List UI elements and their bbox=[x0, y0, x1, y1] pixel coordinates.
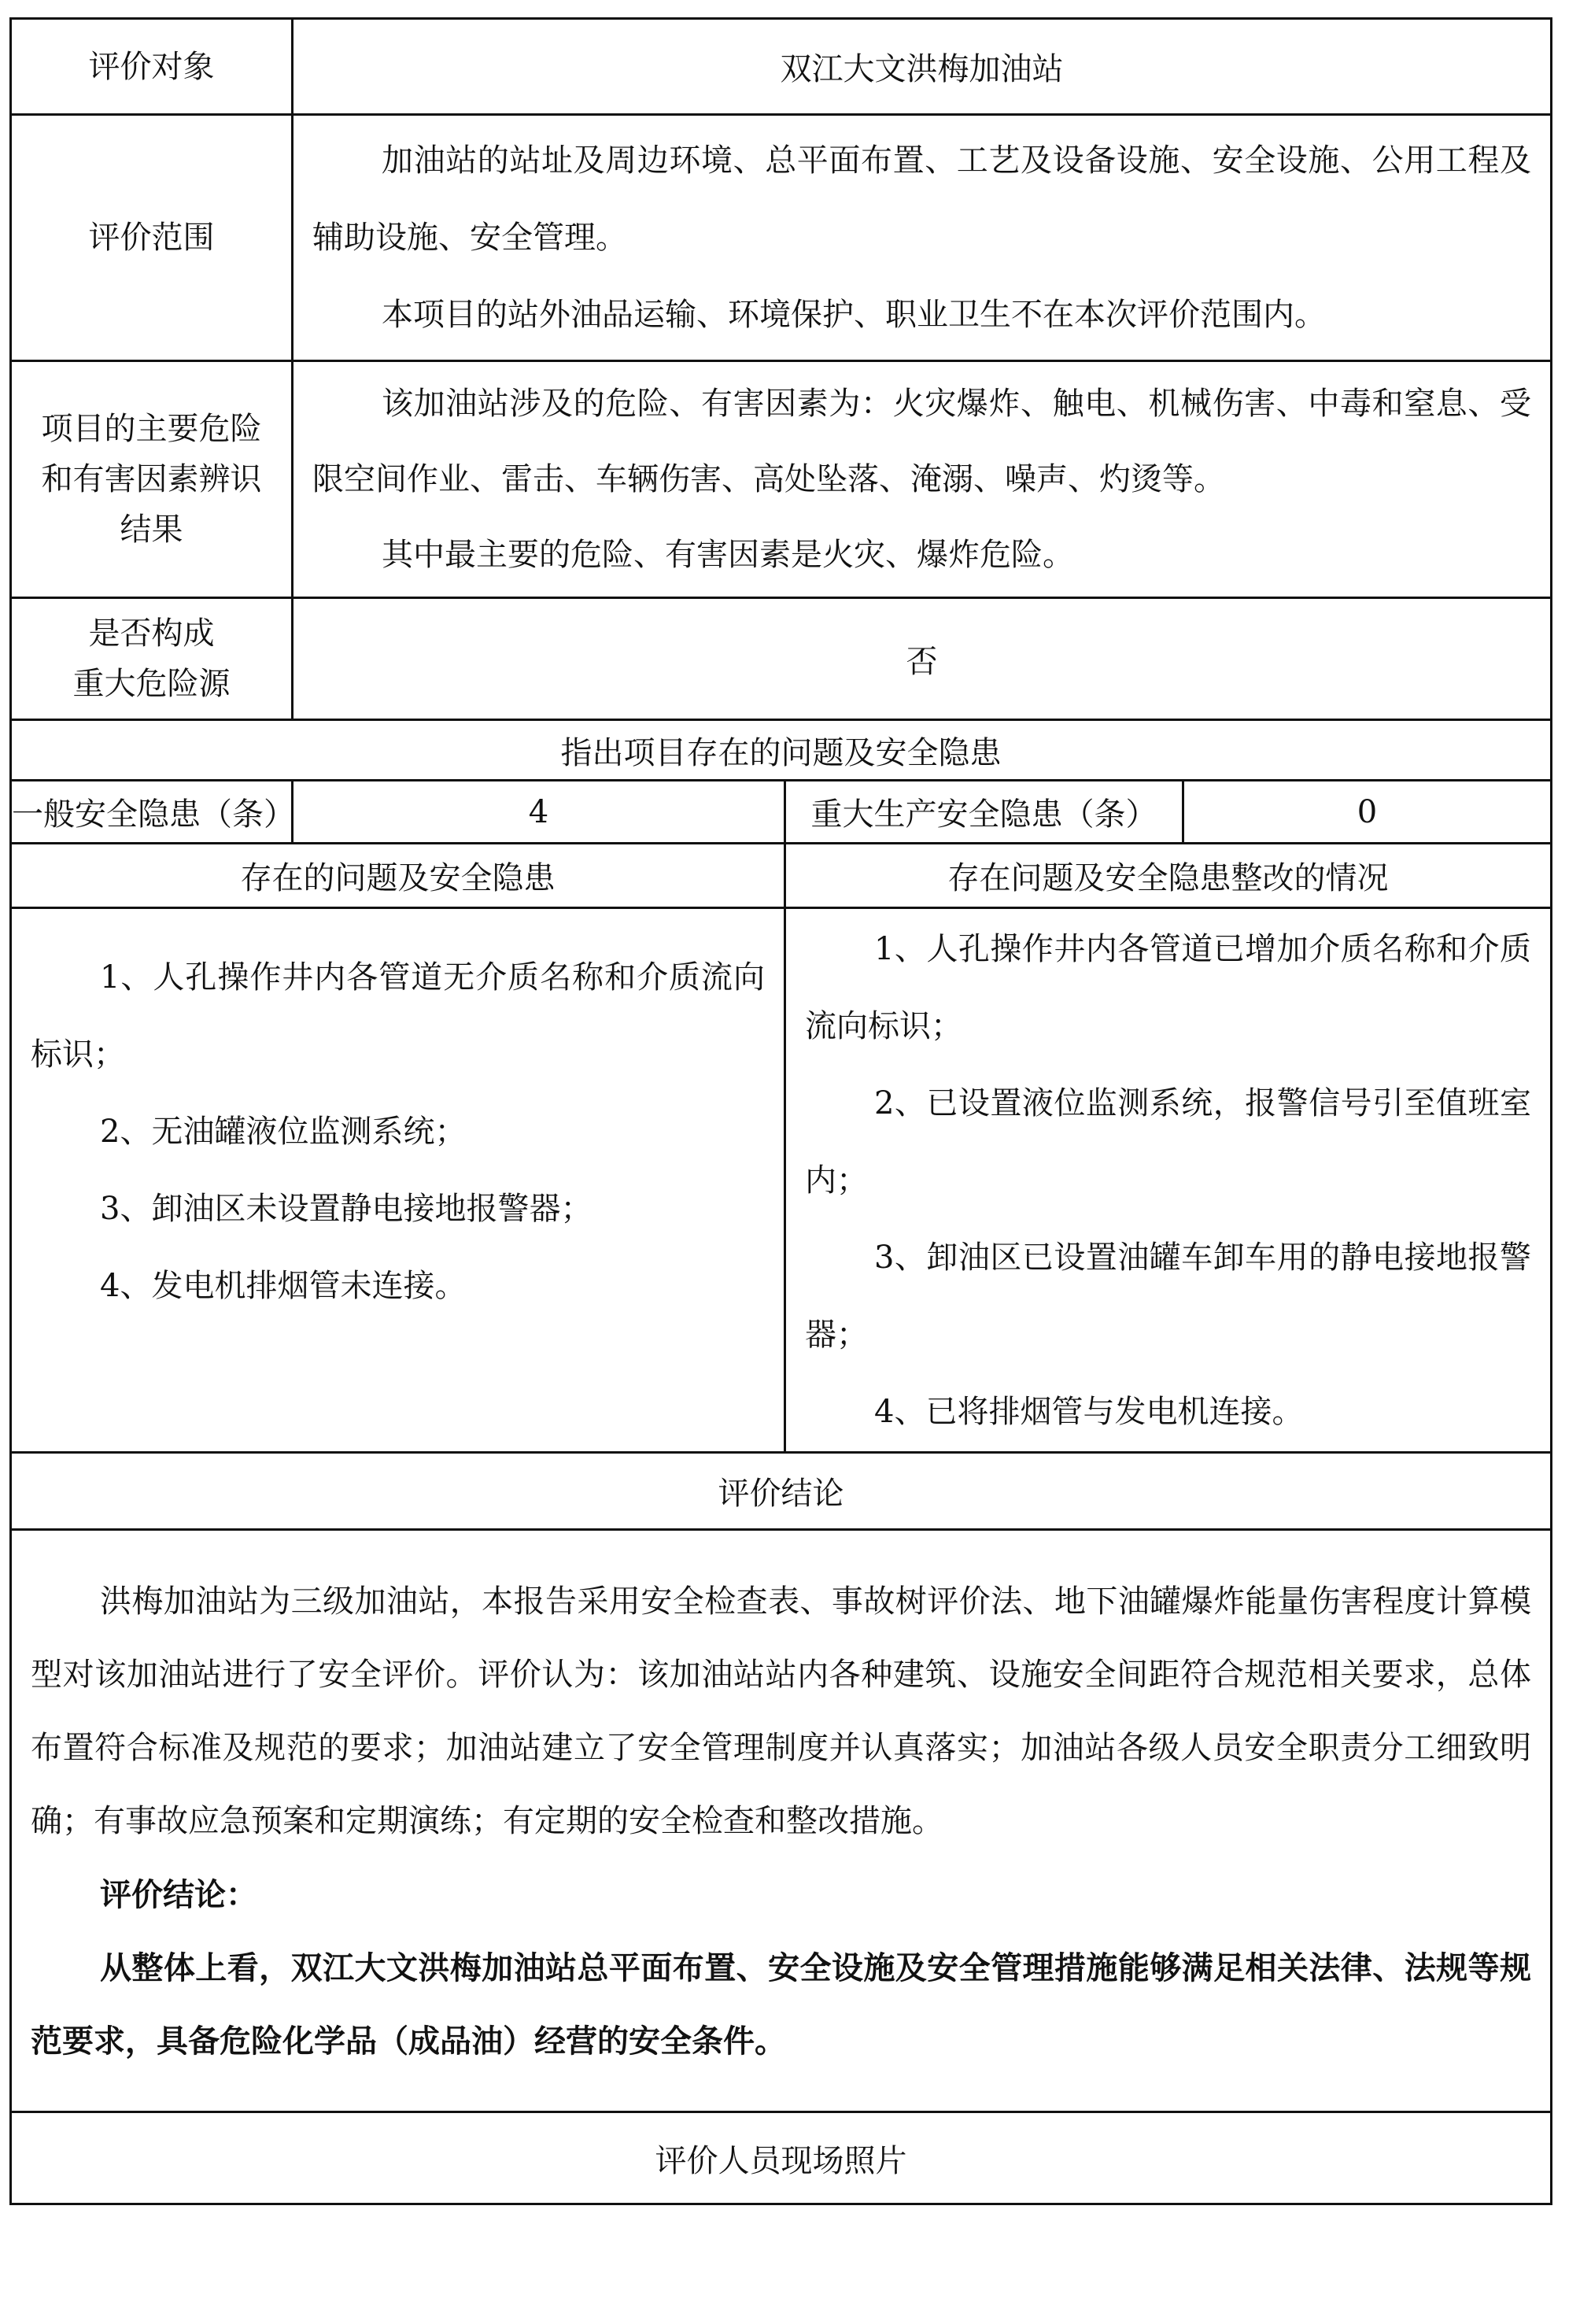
eval-scope-paragraph-1: 加油站的站址及周边环境、总平面布置、工艺及设备设施、安全设施、公用工程及辅助设施、安全管理。 bbox=[312, 142, 1531, 256]
row-eval-scope bbox=[11, 115, 1552, 361]
row-major-hazard bbox=[11, 598, 1552, 720]
rectification-item: 3、卸油区已设置油罐车卸车用的静电接地报警器； bbox=[805, 1240, 1531, 1353]
eval-scope-content bbox=[293, 115, 1552, 361]
issues-header: 指出项目存在的问题及安全隐患 bbox=[11, 720, 1552, 781]
major-hazard-label-line-1: 是否构成 bbox=[88, 615, 215, 652]
issue-item: 3、卸油区未设置静电接地报警器； bbox=[100, 1191, 592, 1227]
issue-item: 4、发电机排烟管未连接。 bbox=[100, 1268, 467, 1304]
eval-scope-paragraph-2: 本项目的站外油品运输、环境保护、职业卫生不在本次评价范围内。 bbox=[382, 297, 1326, 333]
row-eval-object bbox=[11, 19, 1552, 115]
hazards-label bbox=[11, 361, 293, 598]
rectification-col-header: 存在问题及安全隐患整改的情况 bbox=[785, 844, 1552, 908]
conclusion-sub-label: 评价结论： bbox=[100, 1876, 257, 1913]
photos-header: 评价人员现场照片 bbox=[11, 2112, 1552, 2204]
hazards-content bbox=[293, 361, 1552, 598]
conclusion-header: 评价结论 bbox=[11, 1453, 1552, 1530]
hazards-paragraph-2: 其中最主要的危险、有害因素是火灾、爆炸危险。 bbox=[382, 537, 1074, 573]
row-hazard-counts bbox=[11, 781, 1552, 844]
row-issues-col-headers bbox=[11, 844, 1552, 908]
issue-item: 1、人孔操作井内各管道无介质名称和介质流向标识； bbox=[31, 959, 765, 1073]
conclusion-content bbox=[11, 1530, 1552, 2112]
major-hazard-label-line-2: 重大危险源 bbox=[72, 666, 231, 702]
eval-object-value: 双江大文洪梅加油站 bbox=[293, 19, 1552, 115]
row-issues-header bbox=[11, 720, 1552, 781]
row-photos-header bbox=[11, 2112, 1552, 2204]
major-hazard-count: 0 bbox=[1183, 781, 1552, 844]
row-hazards bbox=[11, 361, 1552, 598]
conclusion-paragraph: 洪梅加油站为三级加油站，本报告采用安全检查表、事故树评价法、地下油罐爆炸能量伤害程度计算模型对该加油站进行了安全评价。评价认为：该加油站站内各种建筑、设施安全间距符合规范相关要求，总体布置符合标准及规范的要求；加油站建立了安全管理制度并认真落实；加油站各级人员安全职责分工细致明确；有事故应急预案和定期演练；有定期的安全检查和整改措施。 bbox=[31, 1583, 1531, 1839]
hazards-paragraph-1: 该加油站涉及的危险、有害因素为：火灾爆炸、触电、机械伤害、中毒和窒息、受限空间作业、雷击、车辆伤害、高处坠落、淹溺、噪声、灼烫等。 bbox=[312, 386, 1531, 497]
eval-object-label: 评价对象 bbox=[11, 19, 293, 115]
major-hazard-value: 否 bbox=[293, 598, 1552, 720]
issue-item: 2、无油罐液位监测系统； bbox=[100, 1114, 467, 1150]
major-hazard-count-label: 重大生产安全隐患（条） bbox=[785, 781, 1183, 844]
general-hazard-count: 4 bbox=[293, 781, 785, 844]
hazards-label-line-3: 结果 bbox=[120, 512, 183, 548]
major-hazard-label bbox=[11, 598, 293, 720]
rectification-item: 4、已将排烟管与发电机连接。 bbox=[874, 1394, 1304, 1430]
row-issues-content bbox=[11, 908, 1552, 1453]
rectifications-list bbox=[785, 908, 1552, 1453]
row-conclusion-header bbox=[11, 1453, 1552, 1530]
rectification-item: 2、已设置液位监测系统，报警信号引至值班室内； bbox=[805, 1085, 1531, 1199]
issues-list bbox=[11, 908, 785, 1453]
eval-scope-label: 评价范围 bbox=[11, 115, 293, 361]
row-conclusion bbox=[11, 1530, 1552, 2112]
hazards-label-line-1: 项目的主要危险 bbox=[41, 411, 262, 447]
rectification-item: 1、人孔操作井内各管道已增加介质名称和介质流向标识； bbox=[805, 931, 1531, 1044]
evaluation-summary-table bbox=[9, 17, 1550, 2205]
conclusion-final: 从整体上看，双江大文洪梅加油站总平面布置、安全设施及安全管理措施能够满足相关法律、法规等规范要求，具备危险化学品（成品油）经营的安全条件。 bbox=[31, 1949, 1531, 2060]
general-hazard-label: 一般安全隐患（条） bbox=[11, 781, 293, 844]
issues-col-header: 存在的问题及安全隐患 bbox=[11, 844, 785, 908]
hazards-label-line-2: 和有害因素辨识 bbox=[41, 461, 262, 497]
